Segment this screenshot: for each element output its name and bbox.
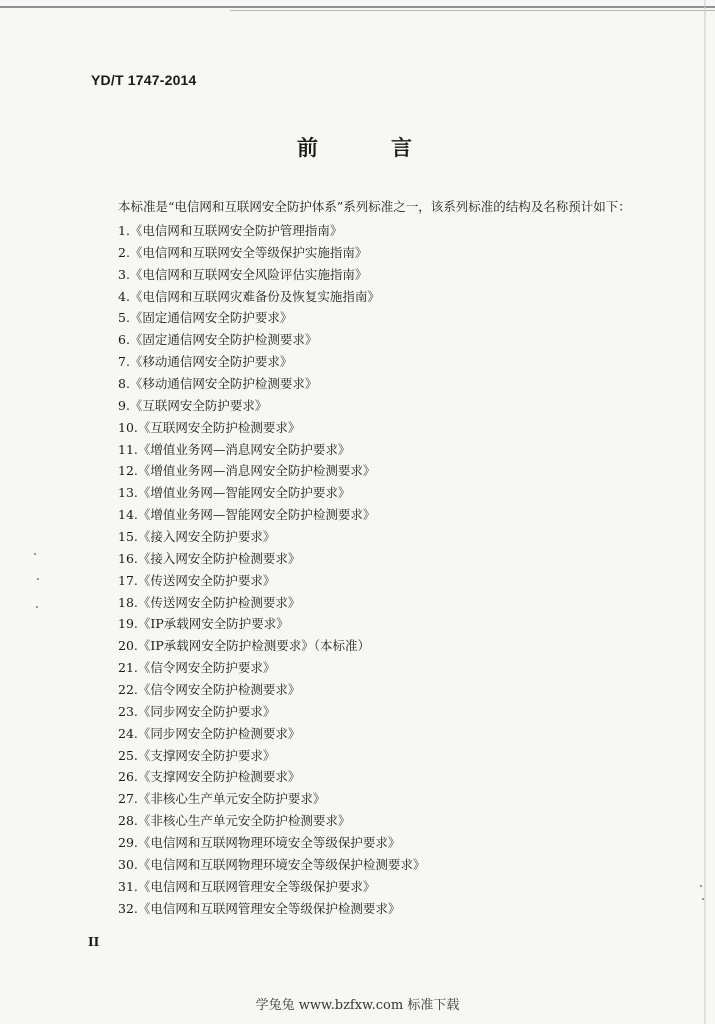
list-item: 26.《支撑网安全防护检测要求》	[118, 769, 301, 785]
list-item: 31.《电信网和互联网管理安全等级保护要求》	[118, 878, 376, 894]
list-item: 21.《信令网安全防护要求》	[118, 660, 276, 676]
list-item: 13.《增值业务网—智能网安全防护要求》	[118, 485, 351, 501]
list-item: 7.《移动通信网安全防护要求》	[118, 354, 293, 370]
scan-speck	[36, 606, 38, 608]
list-item: 18.《传送网安全防护检测要求》	[118, 594, 301, 610]
list-item: 28.《非核心生产单元安全防护检测要求》	[118, 813, 351, 829]
list-item: 23.《同步网安全防护要求》	[118, 703, 276, 719]
list-item: 30.《电信网和互联网物理环境安全等级保护检测要求》	[118, 856, 426, 872]
scan-border-top	[0, 6, 715, 8]
list-item: 29.《电信网和互联网物理环境安全等级保护要求》	[118, 835, 401, 851]
list-item: 22.《信令网安全防护检测要求》	[118, 682, 301, 698]
list-item: 17.《传送网安全防护要求》	[118, 572, 276, 588]
list-item: 20.《IP承载网安全防护检测要求》（本标准）	[118, 638, 370, 654]
list-item: 14.《增值业务网—智能网安全防护检测要求》	[118, 507, 376, 523]
list-item: 25.《支撑网安全防护要求》	[118, 747, 276, 763]
list-item: 3.《电信网和互联网安全风险评估实施指南》	[118, 266, 368, 282]
standards-list	[118, 220, 658, 920]
standard-code: YD/T 1747-2014	[91, 72, 197, 88]
page-number: II	[88, 935, 100, 949]
list-item: 12.《增值业务网—消息网安全防护检测要求》	[118, 463, 376, 479]
list-item: 27.《非核心生产单元安全防护要求》	[118, 791, 326, 807]
list-item: 9.《互联网安全防护要求》	[118, 397, 268, 413]
list-item: 8.《移动通信网安全防护检测要求》	[118, 376, 318, 392]
scan-border-top-secondary	[230, 10, 715, 11]
scan-speck	[702, 898, 704, 900]
list-item: 6.《固定通信网安全防护检测要求》	[118, 332, 318, 348]
intro-paragraph: 本标准是“电信网和互联网安全防护体系”系列标准之一，该系列标准的结构及名称预计如下：	[118, 199, 631, 214]
scan-speck	[37, 578, 39, 580]
scan-speck	[700, 885, 702, 887]
list-item: 5.《固定通信网安全防护要求》	[118, 310, 293, 326]
list-item: 24.《同步网安全防护检测要求》	[118, 725, 301, 741]
list-item: 15.《接入网安全防护要求》	[118, 529, 276, 545]
list-item: 10.《互联网安全防护检测要求》	[118, 419, 301, 435]
footer-watermark: 学兔兔 www.bzfxw.com 标准下载	[255, 998, 460, 1013]
scan-speck	[34, 553, 36, 555]
list-item: 1.《电信网和互联网安全防护管理指南》	[118, 223, 343, 238]
list-item: 2.《电信网和互联网安全等级保护实施指南》	[118, 244, 368, 260]
list-item: 19.《IP承载网安全防护要求》	[118, 616, 289, 632]
list-item: 11.《增值业务网—消息网安全防护要求》	[118, 441, 351, 457]
list-item: 4.《电信网和互联网灾难备份及恢复实施指南》	[118, 288, 380, 304]
page-title: 前 言	[297, 136, 438, 160]
list-item: 16.《接入网安全防护检测要求》	[118, 550, 301, 566]
list-item: 32.《电信网和互联网管理安全等级保护检测要求》	[118, 900, 401, 916]
